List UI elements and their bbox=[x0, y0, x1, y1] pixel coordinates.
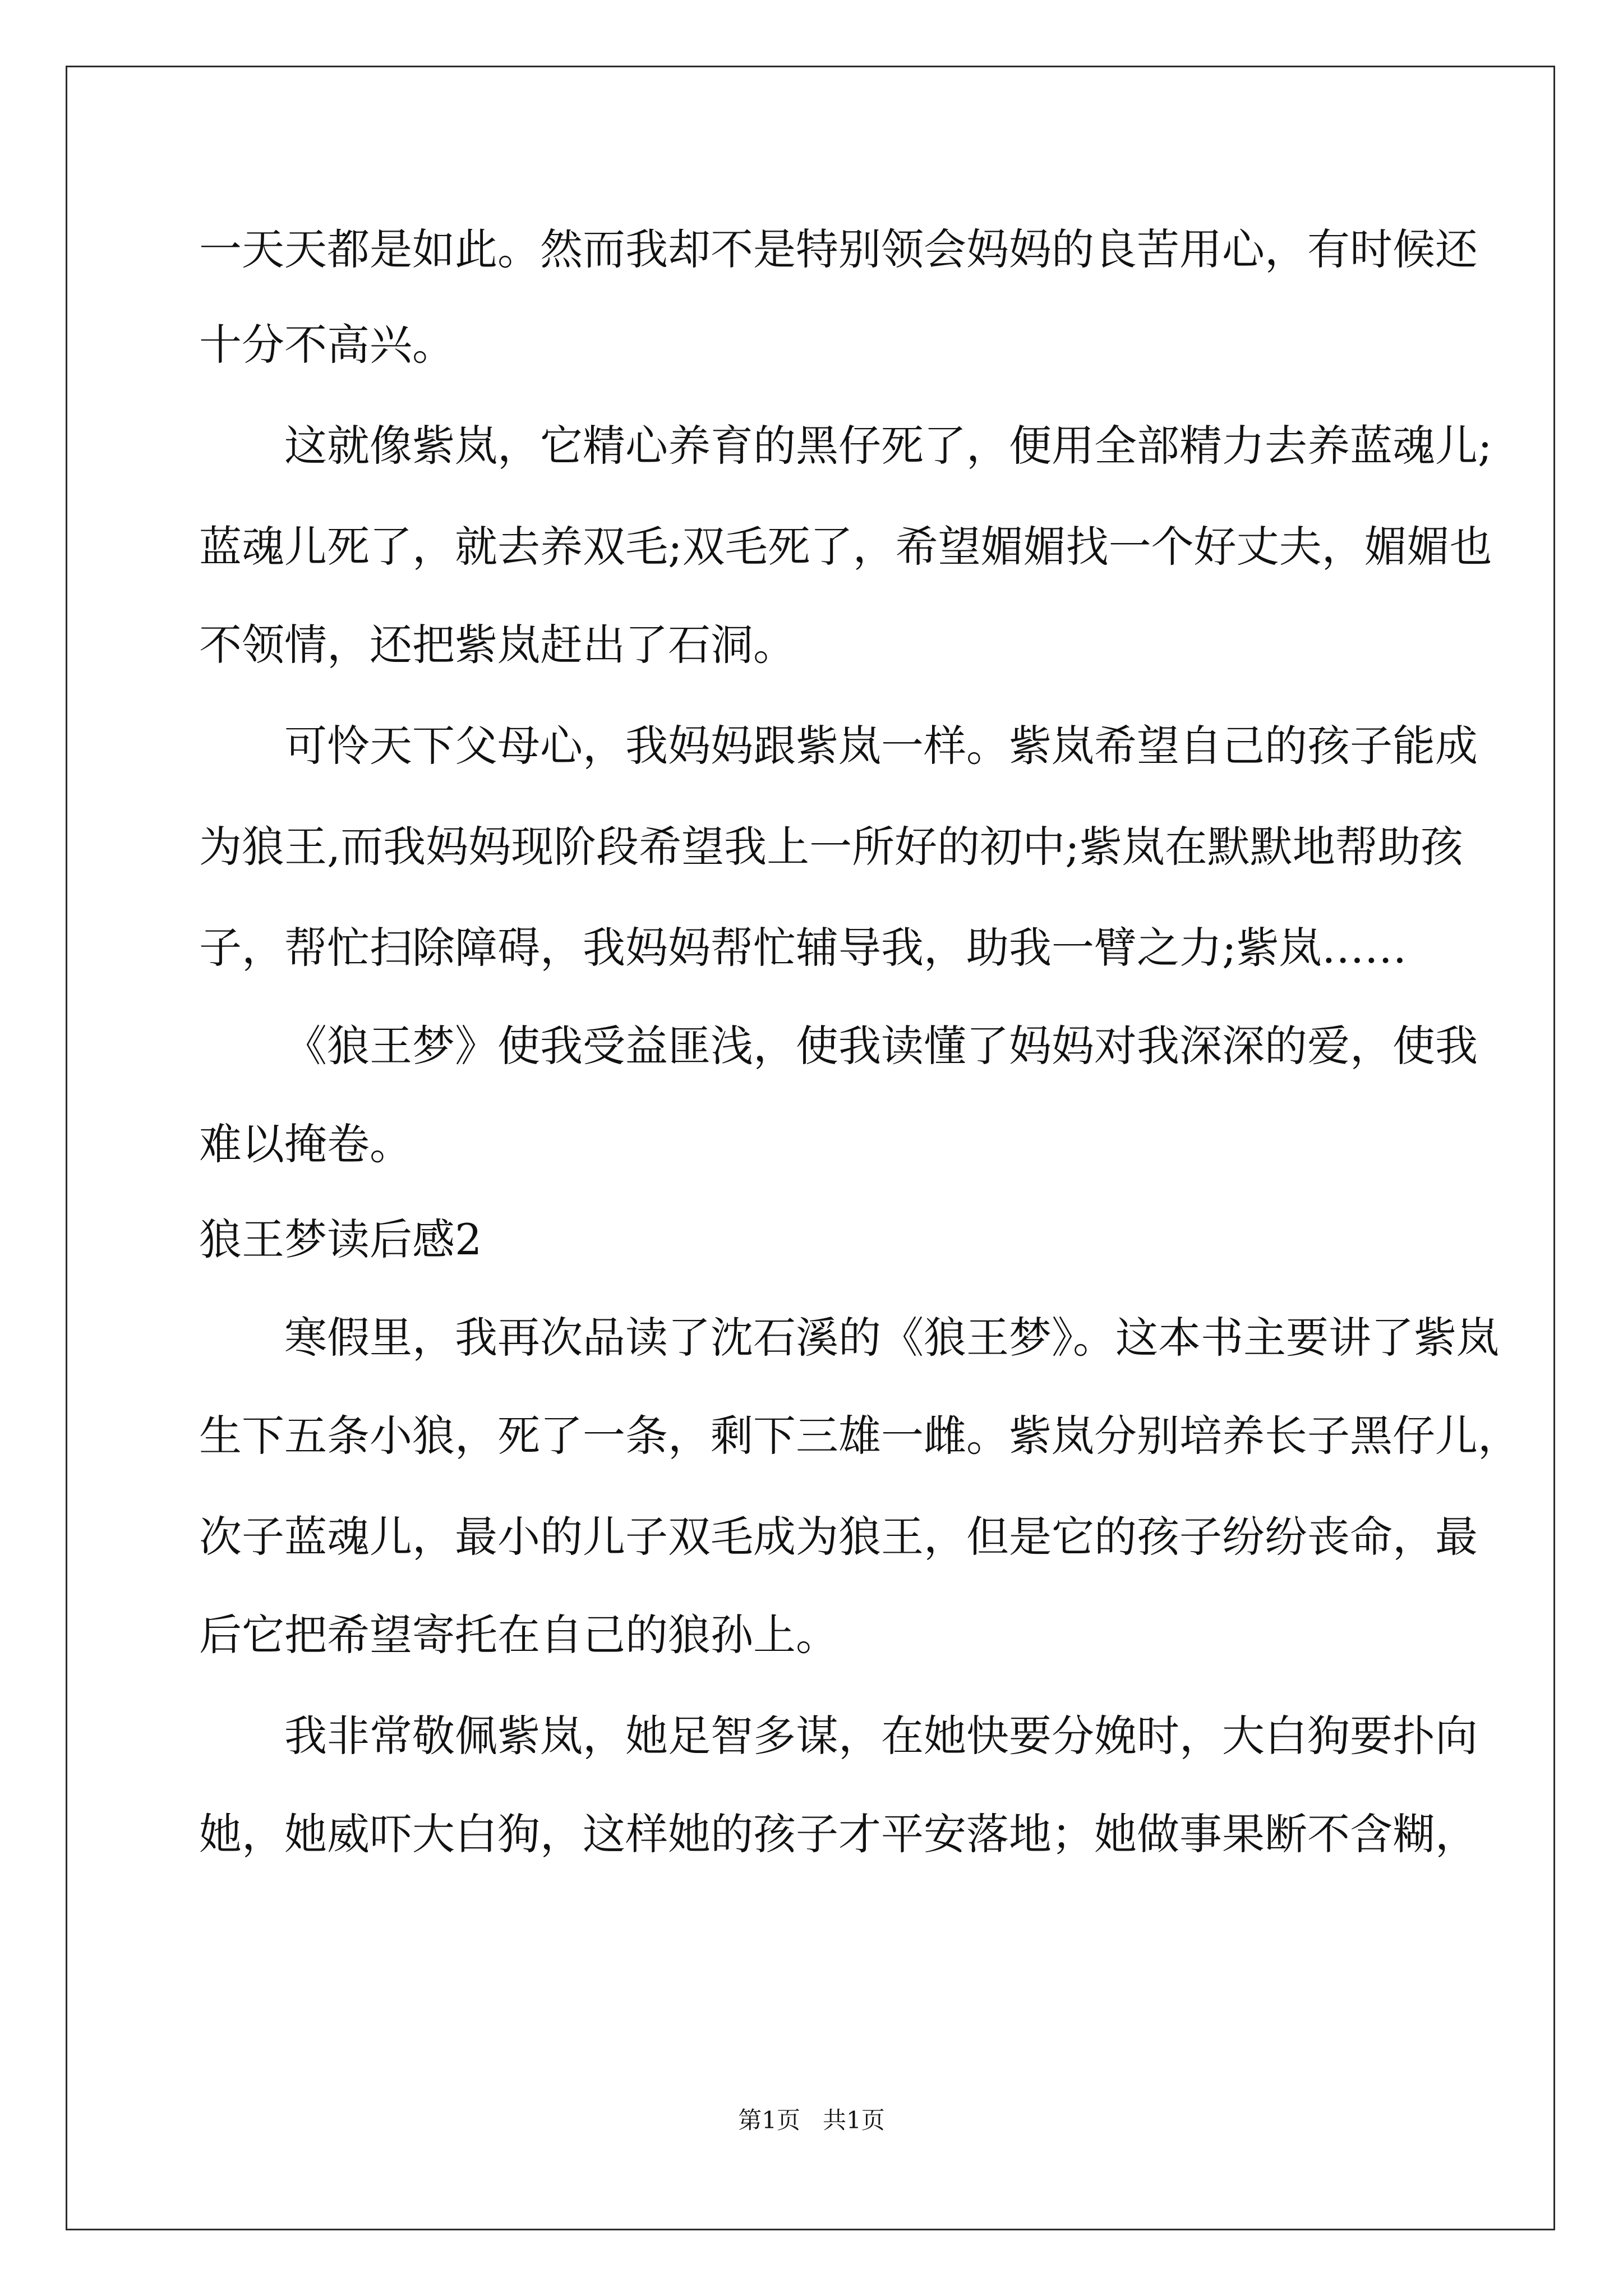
text-line: 不领情，还把紫岚赶出了石洞。 bbox=[199, 620, 796, 670]
text-line: 这就像紫岚，它精心养育的黑仔死了，便用全部精力去养蓝魂儿; bbox=[284, 421, 1492, 471]
text-line: 寒假里，我再次品读了沈石溪的《狼王梦》。这本书主要讲了紫岚 bbox=[284, 1313, 1499, 1363]
text-line: 后它把希望寄托在自己的狼孙上。 bbox=[199, 1610, 838, 1660]
text-line: 《狼王梦》使我受益匪浅，使我读懂了妈妈对我深深的爱，使我 bbox=[284, 1021, 1478, 1071]
text-line: 为狼王,而我妈妈现阶段希望我上一所好的初中;紫岚在默默地帮助孩 bbox=[199, 822, 1463, 872]
text-line: 次子蓝魂儿，最小的儿子双毛成为狼王，但是它的孩子纷纷丧命，最 bbox=[199, 1512, 1478, 1562]
page-footer: 第1页 共1页 bbox=[738, 2106, 885, 2134]
text-line: 我非常敬佩紫岚，她足智多谋，在她快要分娩时，大白狗要扑向 bbox=[284, 1711, 1478, 1761]
section-heading: 狼王梦读后感2 bbox=[199, 1214, 482, 1264]
text-line: 十分不高兴。 bbox=[199, 320, 455, 370]
text-line: 她，她威吓大白狗，这样她的孩子才平安落地；她做事果断不含糊， bbox=[199, 1809, 1478, 1859]
text-line: 可怜天下父母心，我妈妈跟紫岚一样。紫岚希望自己的孩子能成 bbox=[284, 721, 1478, 771]
text-line: 蓝魂儿死了，就去养双毛;双毛死了，希望媚媚找一个好丈夫，媚媚也 bbox=[199, 522, 1492, 572]
text-line: 难以掩卷。 bbox=[199, 1119, 412, 1169]
text-line: 子，帮忙扫除障碍，我妈妈帮忙辅导我，助我一臂之力;紫岚…… bbox=[199, 923, 1407, 973]
text-line: 生下五条小狼，死了一条，剩下三雄一雌。紫岚分别培养长子黑仔儿， bbox=[199, 1411, 1520, 1461]
text-line: 一天天都是如此。然而我却不是特别领会妈妈的良苦用心，有时候还 bbox=[199, 224, 1478, 274]
